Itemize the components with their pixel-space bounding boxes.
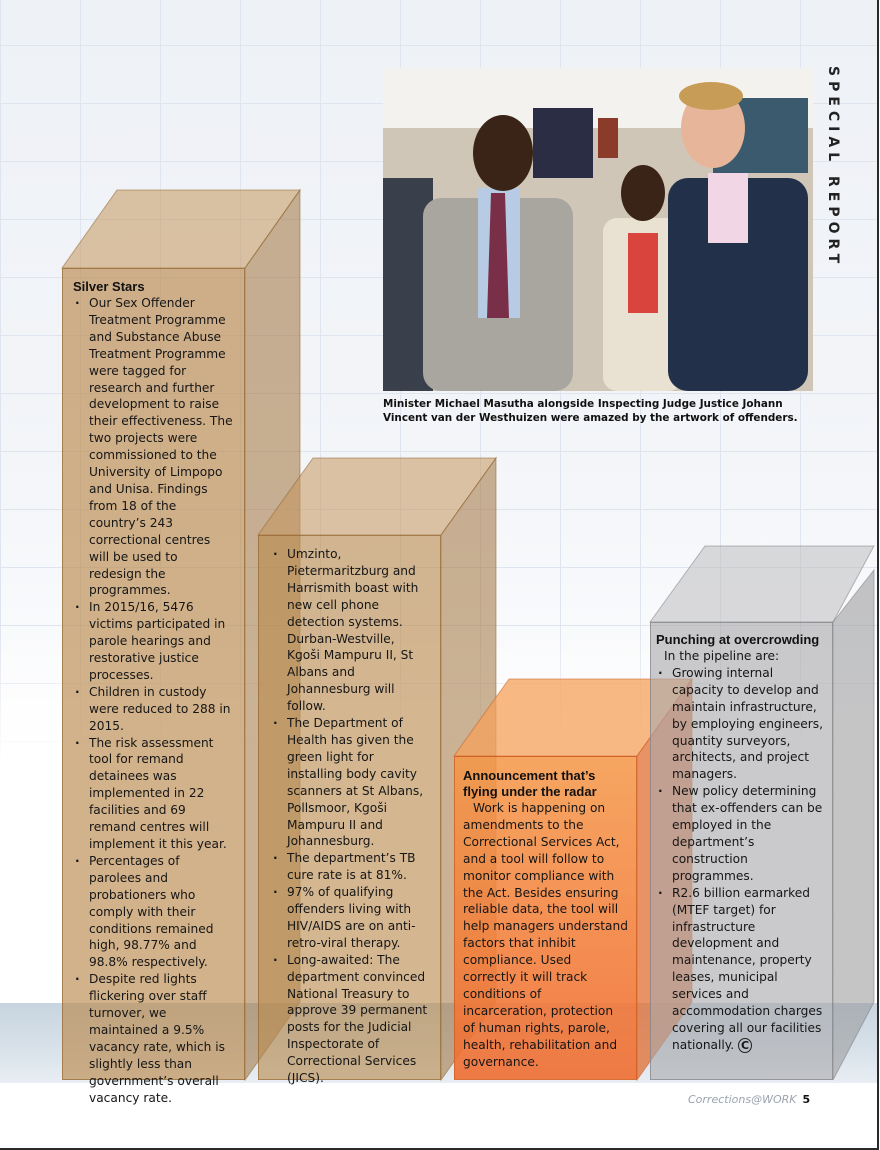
bar4-top [650, 546, 874, 622]
list-item: · In 2015/16, 5476 victims participated in parole hearings and restorative justice processes. [73, 599, 234, 684]
list-item: · Percentages of parolees and probationers who comply with their conditions remained high, 98.77% and 98.8% respectively. [73, 853, 234, 971]
list-item: · Long-awaited: The department convinced National Treasury to approve 39 permanent posts for the Judicial Inspectorate of Correctional Services (JICS). [271, 952, 430, 1087]
photo-illustration [383, 68, 813, 391]
announcement-panel [454, 756, 637, 1080]
list-item: · New policy determining that ex-offenders can be employed in the department’s construction programmes. [656, 783, 824, 884]
overcrowding-panel [650, 622, 833, 1080]
publication-name: Corrections@WORK [688, 1093, 797, 1106]
photo-caption: Minister Michael Masutha alongside Inspecting Judge Justice Johann Vincent van der Westhuizen were amazed by the artwork of offenders. [383, 398, 798, 424]
list-item: · Despite red lights flickering over staff turnover, we maintained a 9.5% vacancy rate, which is slightly less than government’s overall vacancy rate. [73, 971, 234, 1106]
achievements-list [271, 546, 430, 1087]
silver-stars-list [73, 295, 234, 1107]
silver-stars-title: Silver Stars [73, 279, 145, 294]
overcrowding-title: Punching at overcrowding [656, 632, 820, 647]
section-label: SPECIAL REPORT [825, 66, 841, 269]
announcement-title: Announcement that’s flying under the radar [463, 768, 597, 799]
list-item [656, 885, 824, 1055]
list-item: · The department’s TB cure rate is at 81%. [271, 850, 430, 884]
list-item: · The risk assessment tool for remand detainees was implemented in 22 facilities and 69 remand centres will implement it this year. [73, 735, 234, 853]
end-mark-icon: C [738, 1038, 752, 1053]
event-photo [383, 68, 813, 391]
page-footer [688, 1093, 810, 1106]
list-item: · Growing internal capacity to develop and maintain infrastructure, by employing engineers, quantity surveyors, architects, and project managers. [656, 665, 824, 783]
announcement-body: Work is happening on amendments to the Correctional Services Act, and a tool will follow to monitor compliance with the Act. Besides ensuring reliable data, the tool will help managers understand factors that inhibit compliance. Used correctly it will track conditions of incarceration, protection of human rights, parole, health, rehabilitation and governance. [463, 801, 628, 1069]
achievements-panel [258, 535, 441, 1086]
overcrowding-intro: In the pipeline are: [664, 649, 780, 663]
list-item: · The Department of Health has given the green light for installing body cavity scanners at St Albans, Pollsmoor, Kgoši Mampuru II and Johannesburg. [271, 715, 430, 850]
list-item: · Umzinto, Pietermaritzburg and Harrismith boast with new cell phone detection systems. Durban-Westville, Kgoši Mampuru II, St Albans and Johannesburg will follow. [271, 546, 430, 715]
list-item: · Children in custody were reduced to 288 in 2015. [73, 684, 234, 735]
list-item: · Our Sex Offender Treatment Programme and Substance Abuse Treatment Programme were tagged for research and further development to raise their effectiveness. The two projects were commissioned to the University of Limpopo and Unisa. Findings from 18 of the country’s 243 correctional centres will be used to redesign the programmes. [73, 295, 234, 599]
overcrowding-list [656, 665, 824, 1055]
list-item: · 97% of qualifying offenders living with HIV/AIDS are on anti-retro-viral therapy. [271, 884, 430, 952]
bar4-side [833, 570, 874, 1080]
list-item-text: R2.6 billion earmarked (MTEF target) for infrastructure development and maintenance, property leases, municipal services and accommodation charges covering all our facilities nationally. [672, 885, 823, 1052]
silver-stars-panel [62, 268, 245, 1105]
page-number: 5 [802, 1093, 811, 1106]
